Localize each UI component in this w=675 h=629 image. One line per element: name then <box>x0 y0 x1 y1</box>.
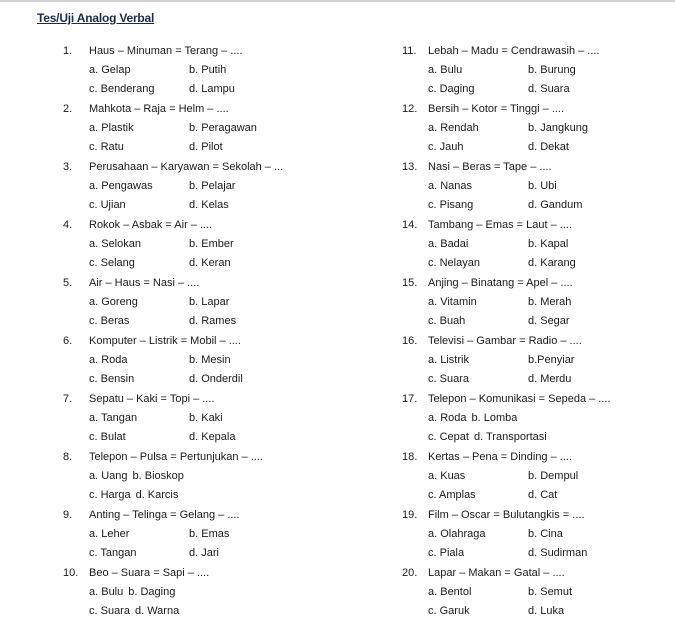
option-a: a. Nanas <box>428 180 473 192</box>
option-d: d. Gandum <box>528 199 583 211</box>
question-line <box>402 392 675 411</box>
option-row <box>428 353 675 372</box>
question-text: Mahkota – Raja = Helm – .... <box>89 103 229 115</box>
option-a: a. Bentol <box>428 586 472 598</box>
option-row <box>89 237 363 256</box>
option-row <box>428 488 675 507</box>
question-line <box>63 392 363 411</box>
answer-options <box>89 469 363 507</box>
question-line <box>63 566 363 585</box>
question-item <box>402 450 675 508</box>
answer-options <box>89 179 363 217</box>
question-item <box>63 44 363 102</box>
option-row <box>428 256 675 275</box>
question-item <box>402 508 675 566</box>
option-d: d. Luka <box>528 605 565 617</box>
option-a: a. Roda <box>89 354 128 366</box>
question-line <box>402 44 675 63</box>
option-row <box>428 63 675 82</box>
question-item <box>63 566 363 624</box>
question-text: Telepon – Komunikasi = Sepeda – .... <box>428 393 611 405</box>
question-text: Kertas – Pena = Dinding – .... <box>428 451 573 463</box>
question-number: 20. <box>402 567 418 579</box>
option-b: b. Peragawan <box>189 122 257 134</box>
option-row <box>428 198 675 217</box>
question-text: Televisi – Gambar = Radio – .... <box>428 335 582 347</box>
option-b: b. Putih <box>189 64 227 76</box>
option-d: d. Kelas <box>189 199 229 211</box>
option-b: b. Mesin <box>189 354 231 366</box>
option-d: d. Sudirman <box>528 547 588 559</box>
option-a: a. Tangan <box>89 412 138 424</box>
question-line <box>402 334 675 353</box>
option-row <box>89 198 363 217</box>
option-b: b. Kapal <box>528 238 569 250</box>
option-b: b. Pelajar <box>189 180 236 192</box>
option-a: a. Kuas <box>428 470 466 482</box>
option-c: c. Amplas <box>428 489 476 501</box>
top-border <box>0 0 675 2</box>
option-c: c. Garuk <box>428 605 470 617</box>
question-text: Anjing – Binatang = Apel – .... <box>428 277 573 289</box>
question-line <box>63 102 363 121</box>
option-c: c. Selang <box>89 257 135 269</box>
option-c: c. Beras <box>89 315 130 327</box>
option-row <box>89 314 363 333</box>
option-a: a. Vitamin <box>428 296 477 308</box>
option-row <box>89 469 363 488</box>
answer-options <box>428 469 675 507</box>
answer-options <box>428 295 675 333</box>
answer-options <box>428 179 675 217</box>
option-row <box>428 179 675 198</box>
question-line <box>63 44 363 63</box>
question-item <box>402 392 675 450</box>
option-a: a. Bulu <box>89 586 124 598</box>
answer-options <box>89 63 363 101</box>
answer-options <box>428 121 675 159</box>
question-item <box>63 334 363 392</box>
option-c: c. Daging <box>428 83 475 95</box>
question-line <box>402 508 675 527</box>
answer-options <box>428 585 675 623</box>
option-a: a. Rendah <box>428 122 479 134</box>
option-a: a. Pengawas <box>89 180 153 192</box>
question-line <box>402 276 675 295</box>
option-c: c. Bensin <box>89 373 135 385</box>
question-item <box>63 276 363 334</box>
question-number: 6. <box>63 335 73 347</box>
option-b: b. Ember <box>189 238 234 250</box>
option-row <box>89 546 363 565</box>
question-text: Anting – Telinga = Gelang – .... <box>89 509 240 521</box>
question-item <box>402 102 675 160</box>
option-c: c. Nelayan <box>428 257 480 269</box>
answer-options <box>89 585 363 623</box>
question-line <box>63 334 363 353</box>
answer-options <box>89 121 363 159</box>
option-c: c. Harga <box>89 489 131 501</box>
option-d: d. Karcis <box>135 489 179 501</box>
option-row <box>89 604 363 623</box>
question-number: 17. <box>402 393 418 405</box>
option-b: b. Bioskop <box>132 470 184 482</box>
option-d: d. Keran <box>189 257 231 269</box>
question-text: Air – Haus = Nasi – .... <box>89 277 200 289</box>
option-a: a. Plastik <box>89 122 134 134</box>
option-row <box>428 546 675 565</box>
question-text: Sepatu – Kaki = Topi – .... <box>89 393 215 405</box>
question-number: 2. <box>63 103 73 115</box>
question-number: 19. <box>402 509 418 521</box>
option-c: c. Buah <box>428 315 466 327</box>
option-b: b. Emas <box>189 528 230 540</box>
option-a: a. Olahraga <box>428 528 486 540</box>
option-d: d. Merdu <box>528 373 572 385</box>
option-c: c. Bulat <box>89 431 126 443</box>
option-c: c. Benderang <box>89 83 155 95</box>
question-item <box>63 450 363 508</box>
option-a: a. Listrik <box>428 354 469 366</box>
option-row <box>428 237 675 256</box>
option-c: c. Tangan <box>89 547 137 559</box>
option-b: b. Lapar <box>189 296 230 308</box>
question-column-left <box>63 44 363 624</box>
option-c: c. Ratu <box>89 141 124 153</box>
question-number: 9. <box>63 509 73 521</box>
option-d: d. Warna <box>134 605 180 617</box>
question-line <box>63 508 363 527</box>
question-number: 16. <box>402 335 418 347</box>
question-line <box>63 160 363 179</box>
question-column-right <box>402 44 675 624</box>
question-item <box>402 566 675 624</box>
option-row <box>428 469 675 488</box>
option-row <box>428 372 675 391</box>
question-text: Haus – Minuman = Terang – .... <box>89 45 243 57</box>
question-line <box>402 102 675 121</box>
question-line <box>402 450 675 469</box>
answer-options <box>428 353 675 391</box>
option-row <box>428 295 675 314</box>
question-item <box>63 508 363 566</box>
option-a: a. Goreng <box>89 296 138 308</box>
question-item <box>402 334 675 392</box>
question-text: Bersih – Kotor = Tinggi – .... <box>428 103 565 115</box>
question-item <box>63 160 363 218</box>
option-row <box>89 411 363 430</box>
question-line <box>63 450 363 469</box>
option-d: d. Transportasi <box>473 431 547 443</box>
option-row <box>89 372 363 391</box>
option-row <box>89 488 363 507</box>
answer-options <box>89 353 363 391</box>
option-b: b. Ubi <box>528 180 557 192</box>
option-row <box>428 82 675 101</box>
option-c: c. Cepat <box>428 431 469 443</box>
option-a: a. Uang <box>89 470 128 482</box>
option-row <box>89 353 363 372</box>
question-text: Rokok – Asbak = Air – .... <box>89 219 213 231</box>
page-title: Tes/Uji Analog Verbal <box>37 11 155 25</box>
answer-options <box>89 295 363 333</box>
option-d: d. Karang <box>528 257 576 269</box>
option-d: d. Cat <box>528 489 558 501</box>
option-b: b. Daging <box>128 586 176 598</box>
option-a: a. Bulu <box>428 64 463 76</box>
question-number: 15. <box>402 277 418 289</box>
question-item <box>63 218 363 276</box>
question-number: 10. <box>63 567 79 579</box>
option-row <box>89 63 363 82</box>
option-a: a. Roda <box>428 412 467 424</box>
option-row <box>89 430 363 449</box>
question-number: 11. <box>402 45 417 57</box>
question-text: Tambang – Emas = Laut – .... <box>428 219 572 231</box>
option-row <box>89 82 363 101</box>
option-row <box>428 314 675 333</box>
answer-options <box>428 63 675 101</box>
option-d: d. Pilot <box>189 141 223 153</box>
option-b: b.Penyiar <box>528 354 575 366</box>
answer-options <box>428 527 675 565</box>
answer-options <box>428 237 675 275</box>
question-number: 8. <box>63 451 73 463</box>
option-c: c. Pisang <box>428 199 474 211</box>
question-item <box>402 160 675 218</box>
option-a: a. Gelap <box>89 64 131 76</box>
option-row <box>428 140 675 159</box>
option-b: b. Lomba <box>471 412 518 424</box>
option-d: d. Kepala <box>189 431 236 443</box>
option-a: a. Leher <box>89 528 130 540</box>
option-b: b. Merah <box>528 296 572 308</box>
option-row <box>89 527 363 546</box>
option-row <box>428 121 675 140</box>
option-row <box>89 179 363 198</box>
option-b: b. Dempul <box>528 470 579 482</box>
option-row <box>89 256 363 275</box>
question-text: Telepon – Pulsa = Pertunjukan – .... <box>89 451 263 463</box>
option-row <box>428 585 675 604</box>
question-item <box>402 218 675 276</box>
question-item <box>63 392 363 450</box>
answer-options <box>428 411 675 449</box>
question-number: 4. <box>63 219 73 231</box>
option-d: d. Lampu <box>189 83 235 95</box>
option-row <box>89 121 363 140</box>
option-d: d. Rames <box>189 315 237 327</box>
question-text: Komputer – Listrik = Mobil – .... <box>89 335 241 347</box>
option-d: d. Jari <box>189 547 219 559</box>
question-number: 12. <box>402 103 418 115</box>
option-c: c. Suara <box>89 605 130 617</box>
answer-options <box>89 411 363 449</box>
option-row <box>428 527 675 546</box>
question-item <box>63 102 363 160</box>
question-text: Beo – Suara = Sapi – .... <box>89 567 210 579</box>
question-number: 1. <box>63 45 73 57</box>
option-d: d. Dekat <box>528 141 569 153</box>
question-text: Film – Oscar = Bulutangkis = .... <box>428 509 585 521</box>
question-item <box>402 44 675 102</box>
question-line <box>402 218 675 237</box>
question-number: 14. <box>402 219 418 231</box>
question-number: 18. <box>402 451 418 463</box>
option-d: d. Onderdil <box>189 373 243 385</box>
option-b: b. Kaki <box>189 412 223 424</box>
option-c: c. Jauh <box>428 141 464 153</box>
option-c: c. Suara <box>428 373 469 385</box>
question-text: Lapar – Makan = Gatal – .... <box>428 567 565 579</box>
question-line <box>63 218 363 237</box>
question-text: Nasi – Beras = Tape – .... <box>428 161 552 173</box>
option-row <box>428 411 675 430</box>
option-row <box>89 585 363 604</box>
option-b: b. Cina <box>528 528 563 540</box>
option-row <box>89 295 363 314</box>
option-d: d. Suara <box>528 83 570 95</box>
question-number: 5. <box>63 277 73 289</box>
option-c: c. Ujian <box>89 199 126 211</box>
answer-options <box>89 527 363 565</box>
option-b: b. Semut <box>528 586 573 598</box>
option-row <box>428 604 675 623</box>
option-a: a. Selokan <box>89 238 141 250</box>
question-line <box>402 566 675 585</box>
option-row <box>89 140 363 159</box>
answer-options <box>89 237 363 275</box>
question-number: 7. <box>63 393 73 405</box>
question-number: 3. <box>63 161 73 173</box>
question-number: 13. <box>402 161 418 173</box>
option-c: c. Piala <box>428 547 465 559</box>
option-b: b. Burung <box>528 64 576 76</box>
question-item <box>402 276 675 334</box>
question-line <box>63 276 363 295</box>
option-d: d. Segar <box>528 315 570 327</box>
question-text: Lebah – Madu = Cendrawasih – .... <box>428 45 600 57</box>
option-a: a. Badai <box>428 238 469 250</box>
option-b: b. Jangkung <box>528 122 588 134</box>
option-row <box>428 430 675 449</box>
question-line <box>402 160 675 179</box>
question-text: Perusahaan – Karyawan = Sekolah – ... <box>89 161 284 173</box>
